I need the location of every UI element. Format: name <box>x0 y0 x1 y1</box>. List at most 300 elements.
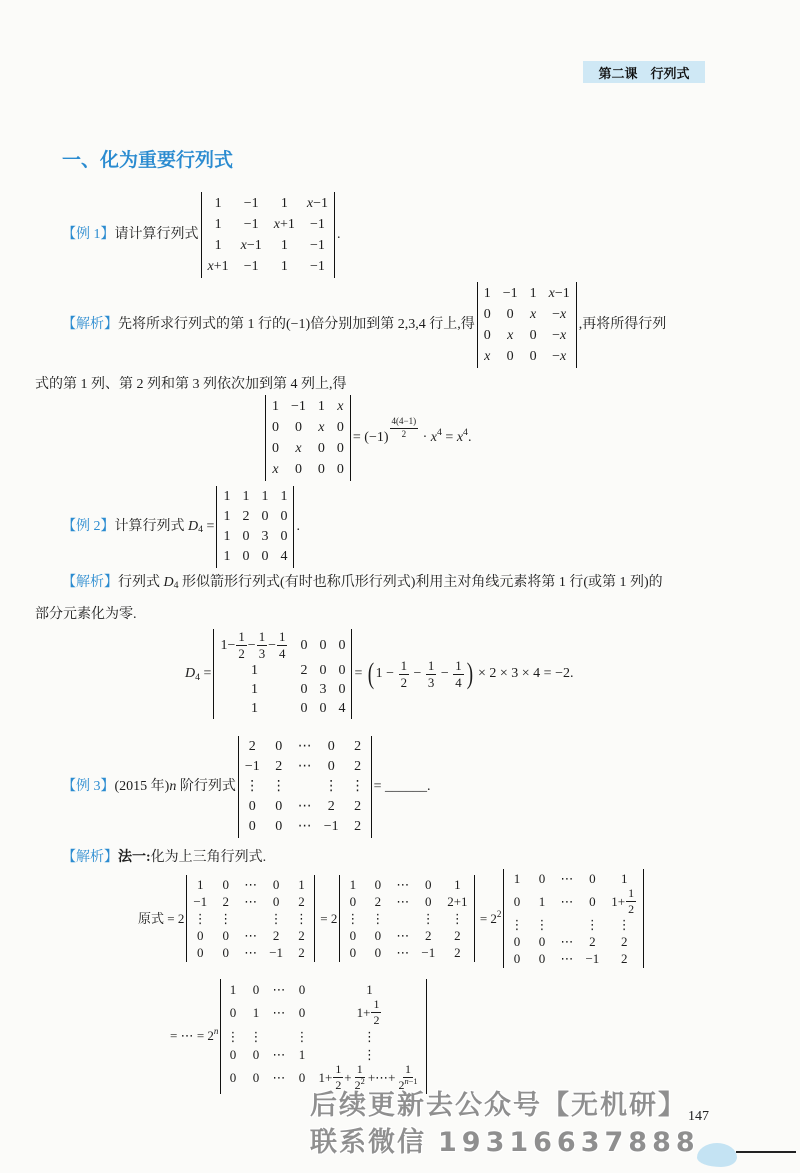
determinant-cell <box>266 757 292 777</box>
determinant-cell <box>214 630 294 661</box>
math-text: 0 <box>261 549 269 564</box>
determinant-cell <box>313 699 332 718</box>
determinant-grid <box>504 870 643 967</box>
determinant-cell <box>268 193 301 214</box>
determinant-row <box>340 910 473 927</box>
determinant-cell <box>497 304 524 325</box>
determinant-cell <box>312 417 331 438</box>
fraction <box>626 887 636 916</box>
determinant-row <box>340 944 473 961</box>
watermark-contact-number: 19316637888 <box>438 1127 700 1158</box>
determinant-entry <box>318 1063 420 1092</box>
determinant-cell <box>313 1063 425 1092</box>
math-text: 0 <box>298 1070 306 1086</box>
superscript <box>214 1022 219 1040</box>
right-parenthesis: ) <box>466 657 473 690</box>
chapter-header <box>583 61 705 83</box>
fraction-numerator <box>277 630 287 646</box>
math-text: −1 <box>243 195 259 211</box>
solution-1-line-1 <box>62 282 666 368</box>
math-text: 4 <box>173 580 179 592</box>
math-text: −1 <box>243 258 259 274</box>
math-text: − <box>410 666 425 682</box>
determinant-entry <box>197 929 204 942</box>
determinant-entry <box>272 983 285 996</box>
determinant-cell <box>441 893 473 910</box>
math-text: 2 <box>354 1078 361 1093</box>
math-text: ⋮ <box>219 911 233 927</box>
math-text: 1 <box>280 258 288 274</box>
math-text: 0 <box>280 529 288 544</box>
math-text: 0 <box>589 871 596 886</box>
determinant-cell <box>290 1045 313 1063</box>
example-label: 【例 3】 <box>62 779 115 794</box>
determinant-cell <box>285 396 312 417</box>
math-text: 先将所求行列式的第 1 行的(−1)倍分别加到第 2,3,4 行上,得 <box>118 317 475 332</box>
math-text: ⋯ <box>244 877 258 893</box>
determinant-cell <box>294 680 313 699</box>
math-text <box>272 463 278 477</box>
fraction <box>277 630 287 661</box>
determinant-entry <box>621 935 628 948</box>
equation <box>138 869 646 968</box>
math-text: ⋮ <box>193 911 207 927</box>
determinant-entry <box>193 895 207 908</box>
determinant-cell <box>217 527 236 547</box>
math-text: ⋮ <box>249 1028 263 1044</box>
determinant-entry <box>510 918 523 931</box>
determinant-cell <box>332 661 351 680</box>
determinant-cell <box>266 777 292 797</box>
determinant <box>477 282 577 368</box>
determinant-entry <box>589 895 596 908</box>
math-text: 2 <box>335 1078 342 1093</box>
determinant-entry <box>219 912 232 925</box>
math-text: (2015 年)n 阶行列式 <box>114 779 236 794</box>
math-text: 1 <box>280 195 288 211</box>
determinant-entry <box>272 1048 285 1061</box>
solution-2-line-1 <box>62 574 663 592</box>
math-text <box>185 665 195 683</box>
math-text: 化为上三角行列式. <box>150 850 267 865</box>
determinant-entry <box>585 952 599 965</box>
equation <box>170 979 429 1094</box>
superscript <box>404 1077 417 1086</box>
determinant-cell <box>543 283 576 304</box>
math-variable: x <box>530 306 537 322</box>
determinant-entry <box>422 912 435 925</box>
math-text: 0 <box>349 945 357 961</box>
math-text: 2 <box>242 509 250 524</box>
determinant-entry <box>295 463 302 477</box>
determinant-cell <box>340 927 365 944</box>
determinant-entry <box>300 639 307 653</box>
math-text: ⋮ <box>295 1028 309 1044</box>
math-text: 3 <box>258 647 266 662</box>
math-text: 0 <box>374 945 382 961</box>
determinant-entry <box>621 872 628 885</box>
determinant-cell <box>415 876 441 893</box>
math-text: 1 <box>223 489 231 504</box>
math-text: 2+1 <box>447 894 468 910</box>
determinant-entry <box>484 350 490 364</box>
math-text: 0 <box>319 662 327 678</box>
math-text: x+1 <box>273 216 295 232</box>
determinant-entry <box>280 550 287 564</box>
determinant-cell <box>263 876 289 893</box>
determinant-cell <box>213 944 238 961</box>
determinant-entry <box>552 350 566 364</box>
subscript <box>198 521 203 539</box>
math-text: 0 <box>275 819 283 834</box>
determinant-cell <box>524 283 543 304</box>
math-text: 0 <box>261 509 269 524</box>
fraction-denominator <box>236 646 246 661</box>
fraction-numerator <box>426 659 436 675</box>
determinant-cell <box>554 870 579 887</box>
solution-2-equation <box>185 629 573 719</box>
math-text: 4 <box>280 549 288 564</box>
math-text: ⋯ <box>244 928 258 944</box>
determinant-cell <box>331 396 350 417</box>
solution-label: 【解析】 <box>62 850 118 865</box>
math-variable: n <box>169 779 177 794</box>
math-text: 1 <box>400 658 408 673</box>
math-text: = x <box>441 430 464 445</box>
math-text: ⋮ <box>350 779 365 794</box>
determinant-row <box>266 396 350 417</box>
determinant-cell <box>239 757 266 777</box>
determinant-entry <box>539 935 546 948</box>
math-text: 2 <box>354 759 362 774</box>
determinant-entry <box>318 421 324 435</box>
determinant-cell <box>605 887 643 916</box>
math-text: 2 <box>298 894 305 910</box>
math-text: ⋯ <box>297 819 312 834</box>
determinant-entry <box>280 510 287 524</box>
math-text: −x <box>552 348 567 364</box>
math-text <box>484 350 490 364</box>
math-text: 0 <box>319 637 327 653</box>
math-text: 0 <box>506 306 514 322</box>
math-text: ⋮ <box>535 917 549 933</box>
determinant-cell <box>289 927 314 944</box>
math-text: 0 <box>513 934 521 950</box>
math-text: 0 <box>349 928 357 944</box>
determinant-row <box>187 910 314 927</box>
math-text: 0 <box>248 799 256 814</box>
determinant-cell <box>478 325 497 346</box>
determinant-entry <box>253 983 260 996</box>
fraction-denominator <box>426 675 436 690</box>
math-text: + <box>344 1070 352 1086</box>
determinant-cell <box>524 346 543 367</box>
determinant-entry <box>337 421 344 435</box>
determinant-cell <box>221 1027 244 1045</box>
determinant-entry <box>298 760 312 774</box>
determinant-cell <box>202 193 235 214</box>
determinant-cell <box>415 893 441 910</box>
math-text: −1 <box>502 285 518 301</box>
determinant-cell <box>365 944 390 961</box>
math-text: 1− <box>220 637 236 653</box>
math-text: ⋮ <box>510 917 524 933</box>
determinant-entry <box>396 878 409 891</box>
math-text: 0 <box>483 306 491 322</box>
math-text: · x <box>419 430 437 445</box>
math-text: 1 <box>335 1062 342 1077</box>
superscript <box>497 905 502 923</box>
math-text: −1 <box>193 894 208 910</box>
determinant-cell <box>239 737 266 757</box>
superscript <box>463 424 468 442</box>
bold-text: 法一: <box>118 850 151 865</box>
determinant-entry <box>530 350 537 364</box>
determinant-cell <box>441 944 473 961</box>
determinant-cell <box>289 876 314 893</box>
math-text: 0 <box>317 461 325 477</box>
determinant-cell <box>524 325 543 346</box>
determinant-row <box>504 870 643 887</box>
determinant-entry <box>319 664 326 678</box>
math-text: 0 <box>222 877 229 893</box>
math-text: +⋯+ <box>367 1070 396 1086</box>
math-text: 0 <box>538 934 546 950</box>
determinant-row <box>478 283 576 304</box>
math-text: 0 <box>229 1046 237 1062</box>
math-text: 2 <box>354 819 362 834</box>
fraction-numerator <box>333 1063 343 1078</box>
page-corner-rule <box>736 1151 796 1153</box>
determinant-cell <box>236 527 255 547</box>
math-text: ⋯ <box>396 945 410 961</box>
math-text: 1 <box>279 630 286 644</box>
math-text: ⋮ <box>295 911 309 927</box>
determinant-entry <box>337 442 344 456</box>
math-text: ⋯ <box>244 945 258 961</box>
determinant-entry <box>249 740 256 754</box>
determinant-entry <box>337 400 343 414</box>
math-text: 1 <box>356 1062 363 1077</box>
math-text: 2 <box>454 945 461 961</box>
solution-1-line-2 <box>35 376 347 394</box>
determinant-row <box>221 1063 425 1092</box>
determinant-entry <box>375 878 382 891</box>
determinant-entry <box>244 260 259 274</box>
math-text: −1 <box>421 945 436 961</box>
math-variable: x <box>548 285 555 301</box>
determinant-cell <box>267 998 290 1027</box>
determinant-cell <box>213 893 238 910</box>
determinant-entry <box>338 664 345 678</box>
determinant-entry <box>261 550 268 564</box>
determinant-entry <box>299 1071 306 1084</box>
math-text: ⋯ <box>396 894 410 910</box>
determinant-cell <box>543 346 576 367</box>
math-text: 1 <box>405 1062 412 1077</box>
determinant-cell <box>236 547 255 567</box>
determinant-entry <box>310 218 325 232</box>
math-text: = ______. <box>373 779 431 794</box>
math-text: 0 <box>300 700 308 716</box>
determinant-cell <box>266 417 285 438</box>
math-text: −1 <box>291 398 306 414</box>
math-text: −x <box>552 327 567 343</box>
math-text: = <box>203 519 215 534</box>
determinant-cell <box>313 680 332 699</box>
solution-1-text <box>118 282 666 368</box>
determinant-entry <box>220 630 288 661</box>
determinant-entry <box>535 918 548 931</box>
math-text: = <box>200 666 212 682</box>
math-text: 4 <box>455 675 462 690</box>
fraction <box>333 1063 343 1092</box>
math-text: 1+ <box>356 1005 371 1021</box>
determinant-cell <box>292 757 318 777</box>
math-text: 1+ <box>318 1070 333 1086</box>
parenthesized-body <box>376 659 465 690</box>
determinant-cell <box>390 944 415 961</box>
determinant-row <box>202 235 335 256</box>
math-text: 4 <box>198 524 204 536</box>
determinant-entry <box>223 550 230 564</box>
determinant-entry <box>295 912 308 925</box>
determinant-entry <box>451 912 464 925</box>
determinant-cell <box>290 1027 313 1045</box>
determinant-cell <box>554 916 579 933</box>
determinant-entry <box>251 702 258 716</box>
determinant-entry <box>618 918 631 931</box>
determinant-row <box>202 256 335 277</box>
math-text: 0 <box>425 894 432 910</box>
determinant-cell <box>214 699 294 718</box>
determinant-entry <box>354 820 361 834</box>
determinant-entry <box>371 912 384 925</box>
determinant-cell <box>318 797 345 817</box>
determinant-entry <box>503 287 518 301</box>
determinant-entry <box>269 946 283 959</box>
math-text: 0 <box>298 981 306 997</box>
solution-label: 【解析】 <box>62 317 118 332</box>
determinant-cell <box>332 680 351 699</box>
determinant-cell <box>441 927 473 944</box>
determinant-cell <box>504 870 529 887</box>
math-text: ⋮ <box>450 911 464 927</box>
determinant-cell <box>202 235 235 256</box>
determinant-entry <box>223 530 230 544</box>
math-text: ⋯ <box>560 951 574 967</box>
determinant-cell <box>221 1045 244 1063</box>
math-text: 2 <box>373 1013 380 1028</box>
determinant-cell <box>285 459 312 480</box>
math-text: x−1 <box>548 285 570 301</box>
determinant-cell <box>497 325 524 346</box>
math-text: 1 <box>280 237 288 253</box>
solution-3-intro <box>62 849 266 867</box>
determinant-entry <box>223 490 230 504</box>
lesson-title: 行列式 <box>650 66 690 82</box>
math-text: ⋮ <box>617 917 631 933</box>
determinant-cell <box>202 214 235 235</box>
math-text: 1 <box>373 997 380 1011</box>
determinant-entry <box>298 946 305 959</box>
determinant-entry <box>245 780 259 794</box>
determinant-entry <box>552 329 566 343</box>
determinant-entry <box>586 918 599 931</box>
determinant-row <box>266 459 350 480</box>
math-text: 4 <box>437 426 442 438</box>
math-text: 0 <box>229 1070 237 1086</box>
determinant-cell <box>289 893 314 910</box>
determinant-entry <box>350 895 357 908</box>
determinant-cell <box>313 661 332 680</box>
math-text: 2 <box>628 902 635 917</box>
determinant-cell <box>238 893 263 910</box>
determinant-entry <box>539 952 546 965</box>
example-2 <box>62 486 300 568</box>
determinant-cell <box>274 527 293 547</box>
determinant-entry <box>484 329 491 343</box>
determinant-entry <box>318 442 325 456</box>
determinant-entry <box>298 929 305 942</box>
determinant-cell <box>294 630 313 661</box>
math-text: 2 <box>398 1078 405 1093</box>
determinant-cell <box>290 1063 313 1092</box>
determinant-entry <box>552 308 566 322</box>
math-text: n−1 <box>404 1076 418 1086</box>
determinant-row <box>187 876 314 893</box>
math-text: 1 <box>538 894 546 910</box>
determinant-cell <box>267 980 290 998</box>
determinant-cell <box>579 916 605 933</box>
determinant-row <box>266 438 350 459</box>
math-variable: x <box>484 348 491 364</box>
determinant-entry <box>299 1006 306 1019</box>
determinant-cell <box>294 699 313 718</box>
determinant-cell <box>579 950 605 967</box>
determinant-entry <box>197 878 204 891</box>
determinant-entry <box>244 218 259 232</box>
determinant-entry <box>539 872 546 885</box>
paragraph-text: 部分元素化为零. <box>35 607 137 622</box>
math-text: 0 <box>252 981 260 997</box>
determinant-entry <box>272 400 279 414</box>
determinant-entry <box>589 935 596 948</box>
determinant-cell <box>244 1045 267 1063</box>
math-text: 0 <box>538 951 546 967</box>
math-text: 0 <box>317 440 325 456</box>
determinant-cell <box>266 817 292 837</box>
determinant-cell <box>543 304 576 325</box>
math-text: 3 <box>427 675 435 690</box>
determinant-row <box>266 417 350 438</box>
determinant-cell <box>529 933 554 950</box>
example-1 <box>62 192 341 278</box>
determinant-entry <box>396 895 409 908</box>
math-text: 1 <box>628 886 635 900</box>
determinant-cell <box>213 910 238 927</box>
fraction <box>396 1063 419 1092</box>
determinant-cell <box>292 777 318 797</box>
math-text: 1 <box>214 216 222 232</box>
determinant-cell <box>244 1027 267 1045</box>
fraction <box>371 998 381 1027</box>
example-3-content <box>115 736 431 838</box>
math-text: − <box>437 666 453 682</box>
example-label: 【例 2】 <box>62 519 115 534</box>
math-text <box>337 400 343 414</box>
determinant-row <box>504 950 643 967</box>
